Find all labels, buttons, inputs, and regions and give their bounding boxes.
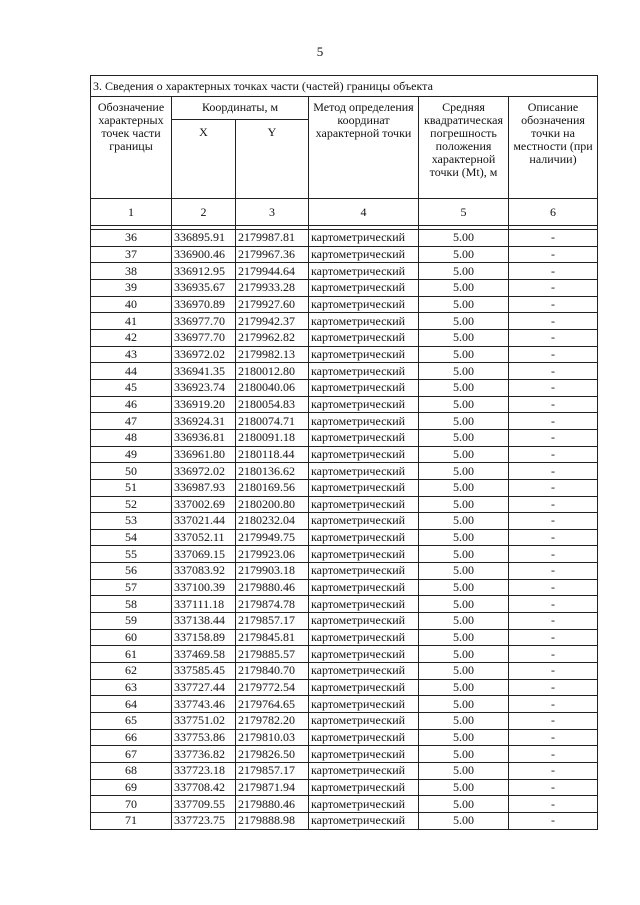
x-coordinate-cell: 336900.46 (172, 246, 236, 263)
x-coordinate-cell: 336923.74 (172, 379, 236, 396)
description-cell: - (509, 446, 598, 463)
description-cell: - (509, 779, 598, 796)
table-row (91, 263, 598, 280)
description-cell: - (509, 479, 598, 496)
method-cell: картометрический (309, 779, 419, 796)
method-cell: картометрический (309, 463, 419, 480)
error-cell: 5.00 (419, 513, 509, 530)
error-cell: 5.00 (419, 346, 509, 363)
table-row (91, 279, 598, 296)
x-coordinate-cell: 336977.70 (172, 329, 236, 346)
error-cell: 5.00 (419, 646, 509, 663)
point-id-cell: 65 (91, 713, 172, 730)
y-coordinate-cell: 2179967.36 (236, 246, 309, 263)
point-id-cell: 68 (91, 763, 172, 780)
error-cell: 5.00 (419, 230, 509, 247)
error-cell: 5.00 (419, 379, 509, 396)
x-coordinate-cell: 336961.80 (172, 446, 236, 463)
y-coordinate-cell: 2180091.18 (236, 429, 309, 446)
x-coordinate-cell: 336919.20 (172, 396, 236, 413)
method-cell: картометрический (309, 812, 419, 829)
method-cell: картометрический (309, 296, 419, 313)
x-coordinate-cell: 337069.15 (172, 546, 236, 563)
method-cell: картометрический (309, 796, 419, 813)
method-cell: картометрический (309, 696, 419, 713)
method-cell: картометрический (309, 629, 419, 646)
error-cell: 5.00 (419, 479, 509, 496)
description-cell: - (509, 713, 598, 730)
error-cell: 5.00 (419, 779, 509, 796)
description-cell: - (509, 329, 598, 346)
description-cell: - (509, 413, 598, 430)
header-x: X (172, 120, 236, 199)
x-coordinate-cell: 336912.95 (172, 263, 236, 280)
x-coordinate-cell: 337751.02 (172, 713, 236, 730)
point-id-cell: 49 (91, 446, 172, 463)
method-cell: картометрический (309, 513, 419, 530)
x-coordinate-cell: 337736.82 (172, 746, 236, 763)
x-coordinate-cell: 336895.91 (172, 230, 236, 247)
x-coordinate-cell: 337158.89 (172, 629, 236, 646)
error-cell: 5.00 (419, 446, 509, 463)
x-coordinate-cell: 336970.89 (172, 296, 236, 313)
method-cell: картометрический (309, 763, 419, 780)
x-coordinate-cell: 337585.45 (172, 663, 236, 680)
table-row (91, 579, 598, 596)
x-coordinate-cell: 337111.18 (172, 596, 236, 613)
boundary-points-table (90, 75, 598, 830)
method-cell: картометрический (309, 396, 419, 413)
x-coordinate-cell: 337138.44 (172, 613, 236, 630)
x-coordinate-cell: 336924.31 (172, 413, 236, 430)
method-cell: картометрический (309, 679, 419, 696)
y-coordinate-cell: 2180012.80 (236, 363, 309, 380)
point-id-cell: 44 (91, 363, 172, 380)
point-id-cell: 70 (91, 796, 172, 813)
description-cell: - (509, 763, 598, 780)
table-row (91, 313, 598, 330)
y-coordinate-cell: 2180169.56 (236, 479, 309, 496)
table-row (91, 546, 598, 563)
description-cell: - (509, 613, 598, 630)
error-cell: 5.00 (419, 363, 509, 380)
x-coordinate-cell: 336935.67 (172, 279, 236, 296)
error-cell: 5.00 (419, 696, 509, 713)
x-coordinate-cell: 336977.70 (172, 313, 236, 330)
point-id-cell: 39 (91, 279, 172, 296)
table-row (91, 629, 598, 646)
x-coordinate-cell: 337052.11 (172, 529, 236, 546)
error-cell: 5.00 (419, 713, 509, 730)
description-cell: - (509, 629, 598, 646)
point-id-cell: 62 (91, 663, 172, 680)
y-coordinate-cell: 2179949.75 (236, 529, 309, 546)
table-row (91, 479, 598, 496)
table-row (91, 329, 598, 346)
y-coordinate-cell: 2179782.20 (236, 713, 309, 730)
y-coordinate-cell: 2180118.44 (236, 446, 309, 463)
y-coordinate-cell: 2179888.98 (236, 812, 309, 829)
point-id-cell: 50 (91, 463, 172, 480)
table-row (91, 779, 598, 796)
table-row (91, 429, 598, 446)
x-coordinate-cell: 337100.39 (172, 579, 236, 596)
method-cell: картометрический (309, 363, 419, 380)
error-cell: 5.00 (419, 546, 509, 563)
col-number: 1 (91, 199, 172, 226)
description-cell: - (509, 263, 598, 280)
table-row (91, 763, 598, 780)
point-id-cell: 69 (91, 779, 172, 796)
description-cell: - (509, 429, 598, 446)
method-cell: картометрический (309, 413, 419, 430)
x-coordinate-cell: 337723.18 (172, 763, 236, 780)
point-id-cell: 51 (91, 479, 172, 496)
error-cell: 5.00 (419, 246, 509, 263)
description-cell: - (509, 546, 598, 563)
description-cell: - (509, 646, 598, 663)
y-coordinate-cell: 2179987.81 (236, 230, 309, 247)
method-cell: картометрический (309, 313, 419, 330)
y-coordinate-cell: 2179764.65 (236, 696, 309, 713)
method-cell: картометрический (309, 329, 419, 346)
table-row (91, 812, 598, 829)
table-row (91, 663, 598, 680)
method-cell: картометрический (309, 379, 419, 396)
point-id-cell: 67 (91, 746, 172, 763)
method-cell: картометрический (309, 263, 419, 280)
method-cell: картометрический (309, 613, 419, 630)
header-y: Y (236, 120, 309, 199)
x-coordinate-cell: 337708.42 (172, 779, 236, 796)
y-coordinate-cell: 2179871.94 (236, 779, 309, 796)
method-cell: картометрический (309, 479, 419, 496)
table-row (91, 729, 598, 746)
description-cell: - (509, 796, 598, 813)
point-id-cell: 48 (91, 429, 172, 446)
x-coordinate-cell: 337021.44 (172, 513, 236, 530)
point-id-cell: 56 (91, 563, 172, 580)
y-coordinate-cell: 2179840.70 (236, 663, 309, 680)
point-id-cell: 46 (91, 396, 172, 413)
description-cell: - (509, 696, 598, 713)
y-coordinate-cell: 2179942.37 (236, 313, 309, 330)
table-row (91, 230, 598, 247)
table-row (91, 646, 598, 663)
error-cell: 5.00 (419, 796, 509, 813)
y-coordinate-cell: 2180232.04 (236, 513, 309, 530)
method-cell: картометрический (309, 596, 419, 613)
point-id-cell: 43 (91, 346, 172, 363)
y-coordinate-cell: 2179923.06 (236, 546, 309, 563)
x-coordinate-cell: 336972.02 (172, 463, 236, 480)
error-cell: 5.00 (419, 313, 509, 330)
description-cell: - (509, 746, 598, 763)
y-coordinate-cell: 2179962.82 (236, 329, 309, 346)
description-cell: - (509, 246, 598, 263)
description-cell: - (509, 529, 598, 546)
method-cell: картометрический (309, 346, 419, 363)
y-coordinate-cell: 2180200.80 (236, 496, 309, 513)
description-cell: - (509, 230, 598, 247)
col-number: 5 (419, 199, 509, 226)
section-title: 3. Сведения о характерных точках части (частей) границы объекта (91, 76, 598, 97)
description-cell: - (509, 812, 598, 829)
y-coordinate-cell: 2179933.28 (236, 279, 309, 296)
table-row (91, 296, 598, 313)
x-coordinate-cell: 337727.44 (172, 679, 236, 696)
table-row (91, 396, 598, 413)
error-cell: 5.00 (419, 629, 509, 646)
point-id-cell: 54 (91, 529, 172, 546)
x-coordinate-cell: 337002.69 (172, 496, 236, 513)
method-cell: картометрический (309, 529, 419, 546)
table-row (91, 613, 598, 630)
point-id-cell: 47 (91, 413, 172, 430)
point-id-cell: 57 (91, 579, 172, 596)
description-cell: - (509, 496, 598, 513)
x-coordinate-cell: 337753.86 (172, 729, 236, 746)
y-coordinate-cell: 2179857.17 (236, 763, 309, 780)
point-id-cell: 40 (91, 296, 172, 313)
col-number: 2 (172, 199, 236, 226)
point-id-cell: 71 (91, 812, 172, 829)
method-cell: картометрический (309, 663, 419, 680)
error-cell: 5.00 (419, 563, 509, 580)
y-coordinate-cell: 2179982.13 (236, 346, 309, 363)
point-id-cell: 58 (91, 596, 172, 613)
x-coordinate-cell: 337469.58 (172, 646, 236, 663)
y-coordinate-cell: 2179772.54 (236, 679, 309, 696)
description-cell: - (509, 563, 598, 580)
method-cell: картометрический (309, 429, 419, 446)
point-id-cell: 55 (91, 546, 172, 563)
header-error: Средняя квадратическая погрешность положения характерной точки (Mt), м (419, 97, 509, 199)
col-number: 4 (309, 199, 419, 226)
table-row (91, 679, 598, 696)
error-cell: 5.00 (419, 596, 509, 613)
point-id-cell: 59 (91, 613, 172, 630)
table-row (91, 529, 598, 546)
error-cell: 5.00 (419, 729, 509, 746)
y-coordinate-cell: 2180136.62 (236, 463, 309, 480)
y-coordinate-cell: 2179927.60 (236, 296, 309, 313)
method-cell: картометрический (309, 246, 419, 263)
x-coordinate-cell: 337743.46 (172, 696, 236, 713)
table-row (91, 513, 598, 530)
x-coordinate-cell: 337083.92 (172, 563, 236, 580)
y-coordinate-cell: 2179845.81 (236, 629, 309, 646)
point-id-cell: 37 (91, 246, 172, 263)
y-coordinate-cell: 2180074.71 (236, 413, 309, 430)
method-cell: картометрический (309, 546, 419, 563)
description-cell: - (509, 596, 598, 613)
error-cell: 5.00 (419, 496, 509, 513)
point-id-cell: 66 (91, 729, 172, 746)
error-cell: 5.00 (419, 812, 509, 829)
point-id-cell: 42 (91, 329, 172, 346)
header-coordinates: Координаты, м (172, 97, 309, 120)
table-row (91, 246, 598, 263)
header-method: Метод определения координат характерной точки (309, 97, 419, 199)
point-id-cell: 38 (91, 263, 172, 280)
description-cell: - (509, 363, 598, 380)
error-cell: 5.00 (419, 263, 509, 280)
error-cell: 5.00 (419, 296, 509, 313)
error-cell: 5.00 (419, 413, 509, 430)
method-cell: картометрический (309, 746, 419, 763)
error-cell: 5.00 (419, 613, 509, 630)
y-coordinate-cell: 2180054.83 (236, 396, 309, 413)
y-coordinate-cell: 2179944.64 (236, 263, 309, 280)
table-row (91, 379, 598, 396)
description-cell: - (509, 346, 598, 363)
x-coordinate-cell: 337723.75 (172, 812, 236, 829)
header-point-designation: Обозначение характерных точек части границы (91, 97, 172, 199)
method-cell: картометрический (309, 279, 419, 296)
error-cell: 5.00 (419, 463, 509, 480)
error-cell: 5.00 (419, 763, 509, 780)
method-cell: картометрический (309, 579, 419, 596)
y-coordinate-cell: 2179880.46 (236, 579, 309, 596)
x-coordinate-cell: 336936.81 (172, 429, 236, 446)
y-coordinate-cell: 2179880.46 (236, 796, 309, 813)
method-cell: картометрический (309, 646, 419, 663)
table-row (91, 346, 598, 363)
error-cell: 5.00 (419, 396, 509, 413)
y-coordinate-cell: 2179885.57 (236, 646, 309, 663)
error-cell: 5.00 (419, 746, 509, 763)
point-id-cell: 53 (91, 513, 172, 530)
description-cell: - (509, 663, 598, 680)
method-cell: картометрический (309, 729, 419, 746)
header-description: Описание обозначения точки на местности (при наличии) (509, 97, 598, 199)
point-id-cell: 64 (91, 696, 172, 713)
table-row (91, 596, 598, 613)
col-number: 6 (509, 199, 598, 226)
table-row (91, 796, 598, 813)
x-coordinate-cell: 336987.93 (172, 479, 236, 496)
table-row (91, 563, 598, 580)
description-cell: - (509, 396, 598, 413)
y-coordinate-cell: 2179903.18 (236, 563, 309, 580)
table-row (91, 713, 598, 730)
error-cell: 5.00 (419, 679, 509, 696)
description-cell: - (509, 279, 598, 296)
error-cell: 5.00 (419, 329, 509, 346)
y-coordinate-cell: 2180040.06 (236, 379, 309, 396)
table-row (91, 496, 598, 513)
x-coordinate-cell: 336941.35 (172, 363, 236, 380)
method-cell: картометрический (309, 230, 419, 247)
error-cell: 5.00 (419, 529, 509, 546)
table-row (91, 446, 598, 463)
table-row (91, 413, 598, 430)
col-number: 3 (236, 199, 309, 226)
method-cell: картометрический (309, 446, 419, 463)
description-cell: - (509, 513, 598, 530)
y-coordinate-cell: 2179810.03 (236, 729, 309, 746)
page-number: 5 (316, 44, 324, 59)
method-cell: картометрический (309, 496, 419, 513)
point-id-cell: 63 (91, 679, 172, 696)
error-cell: 5.00 (419, 429, 509, 446)
description-cell: - (509, 679, 598, 696)
table-row (91, 746, 598, 763)
error-cell: 5.00 (419, 279, 509, 296)
point-id-cell: 36 (91, 230, 172, 247)
description-cell: - (509, 313, 598, 330)
table-row (91, 463, 598, 480)
point-id-cell: 52 (91, 496, 172, 513)
error-cell: 5.00 (419, 579, 509, 596)
description-cell: - (509, 379, 598, 396)
description-cell: - (509, 296, 598, 313)
description-cell: - (509, 729, 598, 746)
y-coordinate-cell: 2179857.17 (236, 613, 309, 630)
x-coordinate-cell: 337709.55 (172, 796, 236, 813)
point-id-cell: 61 (91, 646, 172, 663)
x-coordinate-cell: 336972.02 (172, 346, 236, 363)
description-cell: - (509, 463, 598, 480)
table-row (91, 696, 598, 713)
y-coordinate-cell: 2179826.50 (236, 746, 309, 763)
method-cell: картометрический (309, 713, 419, 730)
point-id-cell: 45 (91, 379, 172, 396)
y-coordinate-cell: 2179874.78 (236, 596, 309, 613)
description-cell: - (509, 579, 598, 596)
point-id-cell: 60 (91, 629, 172, 646)
method-cell: картометрический (309, 563, 419, 580)
point-id-cell: 41 (91, 313, 172, 330)
error-cell: 5.00 (419, 663, 509, 680)
table-row (91, 363, 598, 380)
